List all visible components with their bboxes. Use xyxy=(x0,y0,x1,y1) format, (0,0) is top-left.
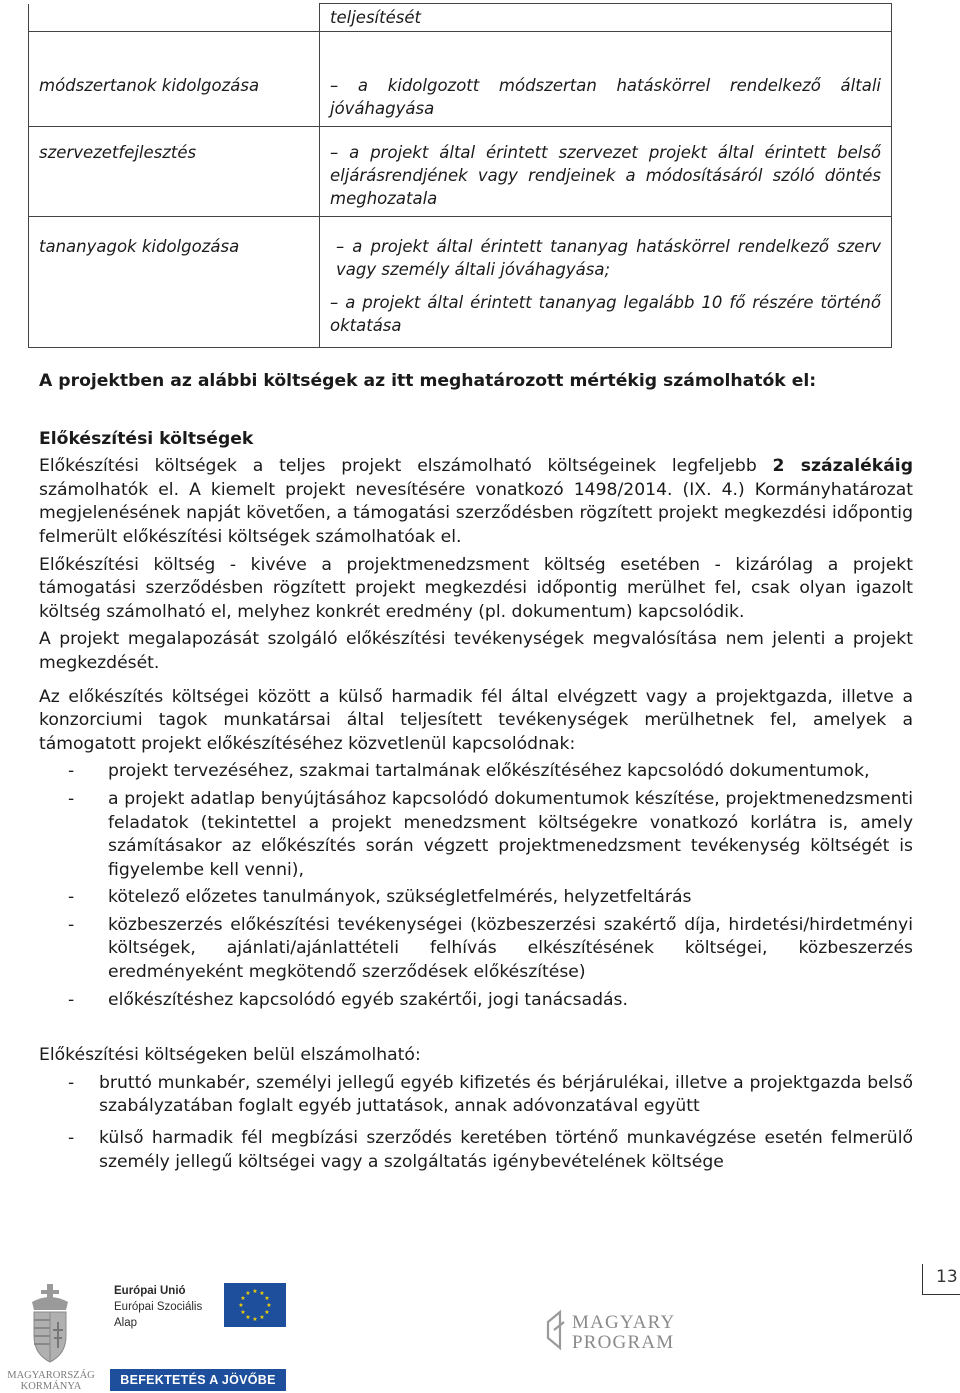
milestone-table xyxy=(28,3,892,348)
table-cell-empty xyxy=(29,4,320,32)
cost-activity-list xyxy=(39,760,913,1012)
list-item: - projekt tervezéséhez, szakmai tartalmának előkészítéséhez kapcsolódó dokumentumok, xyxy=(68,761,870,782)
paragraph-1-b: számolhatók el. A kiemelt projekt nevesítésére vonatkozó 1498/2014. (IX. 4.) Kormányhatározat megjelenésének napját követően, a támogatási szerződésben rögzített projekt megkezdési időpontig felmerült előkészítési költségek számolhatóak el. xyxy=(39,479,913,547)
svg-text:★: ★ xyxy=(245,1314,251,1321)
svg-text:★: ★ xyxy=(245,1290,251,1297)
table-label-szervezet: szervezetfejlesztés xyxy=(29,127,320,217)
list-item: - a projekt adatlap benyújtásához kapcsolódó dokumentumok készítése, projektmenedzsmenti feladatok (tekintettel a projekt menedzsment költségekre vonatkozó korlátra is, amely számításakor az előkészítés során végzett projektmenedzsment tevékenység költségét is figyelembe kell venni), xyxy=(68,788,913,880)
magyary-line1: MAGYARY xyxy=(572,1312,676,1333)
svg-text:★: ★ xyxy=(252,1316,258,1323)
invest-banner: BEFEKTETÉS A JÖVŐBE xyxy=(110,1369,286,1391)
svg-text:★: ★ xyxy=(259,1290,265,1297)
eu-flag-icon xyxy=(224,1283,286,1327)
paragraph-2: Előkészítési költség - kivéve a projektmenedzsment költség esetében - kizárólag a projekt támogatási szerződésben rögzített projekt megkezdési időpontig merülhet fel, csak olyan igazolt költség számolható el, melyhez konkrét eredmény (pl. dokumentum) kapcsolódik. xyxy=(39,554,913,622)
list-item: - bruttó munkabér, személyi jellegű egyéb kifizetés és bérjárulékai, illetve a projektgazda belső szabályzatában foglalt egyéb juttatások, annak adóvonzatával együtt xyxy=(68,1072,913,1117)
table-content-tananyag-2: – a projekt által érintett tananyag legalább 10 fő részére történő oktatása xyxy=(330,293,881,335)
paragraph-5: Előkészítési költségeken belül elszámolható: xyxy=(39,1045,421,1066)
section-title: Előkészítési költségek xyxy=(39,428,254,449)
svg-text:★: ★ xyxy=(259,1314,265,1321)
magyary-line2: PROGRAM xyxy=(572,1332,675,1353)
paragraph-1-a: Előkészítési költségek a teljes projekt elszámolható költségeinek legfeljebb xyxy=(39,456,773,477)
eu-line1: Európai Unió xyxy=(114,1285,186,1297)
footer-logos xyxy=(0,1278,960,1393)
table-content-tananyag-1: – a projekt által érintett tananyag hatáskörrel rendelkező szerv vagy személy általi jóváhagyása; xyxy=(336,237,881,279)
svg-text:★: ★ xyxy=(264,1309,270,1316)
table-cell-top: teljesítését xyxy=(320,4,892,32)
table-content-szervezet: – a projekt által érintett szervezet projekt által érintett belső eljárásrendjének vagy rendjeinek a módosításáról szóló döntés meghozatala xyxy=(320,127,892,217)
table-content-tananyag xyxy=(320,217,892,348)
svg-text:★: ★ xyxy=(252,1288,258,1295)
svg-text:★: ★ xyxy=(240,1295,246,1302)
list-item: - külső harmadik fél megbízási szerződés keretében történő munkavégzése esetén felmerülő személy jellegű költségei vagy a szolgáltatás igénybevételének költsége xyxy=(68,1128,913,1172)
magyary-emblem-icon xyxy=(548,1312,564,1348)
table-label-modszertan: módszertanok kidolgozása xyxy=(29,32,320,127)
paragraph-1-bold: 2 százalékáig xyxy=(772,456,913,477)
magyary-logo xyxy=(546,1308,676,1368)
coat-of-arms-icon xyxy=(32,1284,68,1362)
eligible-cost-list xyxy=(0,1072,913,1174)
intro-heading: A projektben az alábbi költségek az itt meghatározott mértékig számolhatók el: xyxy=(39,371,817,391)
government-logo xyxy=(0,1278,110,1393)
paragraph-1 xyxy=(39,455,913,549)
table-label-tananyag: tananyagok kidolgozása xyxy=(29,217,320,348)
svg-text:★: ★ xyxy=(264,1295,270,1302)
govt-line1: MAGYARORSZÁG xyxy=(7,1370,95,1381)
eu-logo-block xyxy=(110,1283,288,1367)
table-content-modszertan: – a kidolgozott módszertan hatáskörrel rendelkező általi jóváhagyása xyxy=(320,32,892,127)
svg-text:★: ★ xyxy=(238,1302,244,1309)
svg-text:★: ★ xyxy=(266,1302,272,1309)
list-item: - közbeszerzés előkészítési tevékenységei (közbeszerzési szakértő díja, hirdetési/hirdetményi költségek, ajánlati/ajánlattételi felhívás elkészítésének költségei, közbeszerzés eredményeként megkötendő szerződések előkészítése) xyxy=(68,914,913,983)
eu-line3: Alap xyxy=(114,1317,138,1329)
list-item: - előkészítéshez kapcsolódó egyéb szakértői, jogi tanácsadás. xyxy=(68,989,628,1010)
govt-line2: KORMÁNYA xyxy=(20,1381,82,1392)
svg-text:★: ★ xyxy=(240,1309,246,1316)
list-item: - kötelező előzetes tanulmányok, szükségletfelmérés, helyzetfeltárás xyxy=(68,887,692,908)
eu-line2: Európai Szociális xyxy=(114,1301,203,1313)
paragraph-3: A projekt megalapozását szolgáló előkészítési tevékenységek megvalósítása nem jelenti a projekt megkezdését. xyxy=(39,629,913,673)
document-body xyxy=(39,370,913,1174)
paragraph-4: Az előkészítés költségei között a külső harmadik fél által elvégzett vagy a projektgazda, illetve a konzorciumi tagok munkatársai által teljesített tevékenységek merülhetnek fel, amelyek a támogatott projekt előkészítéséhez közvetlenül kapcsolódnak: xyxy=(39,686,913,754)
page-number: 13 xyxy=(936,1267,958,1287)
